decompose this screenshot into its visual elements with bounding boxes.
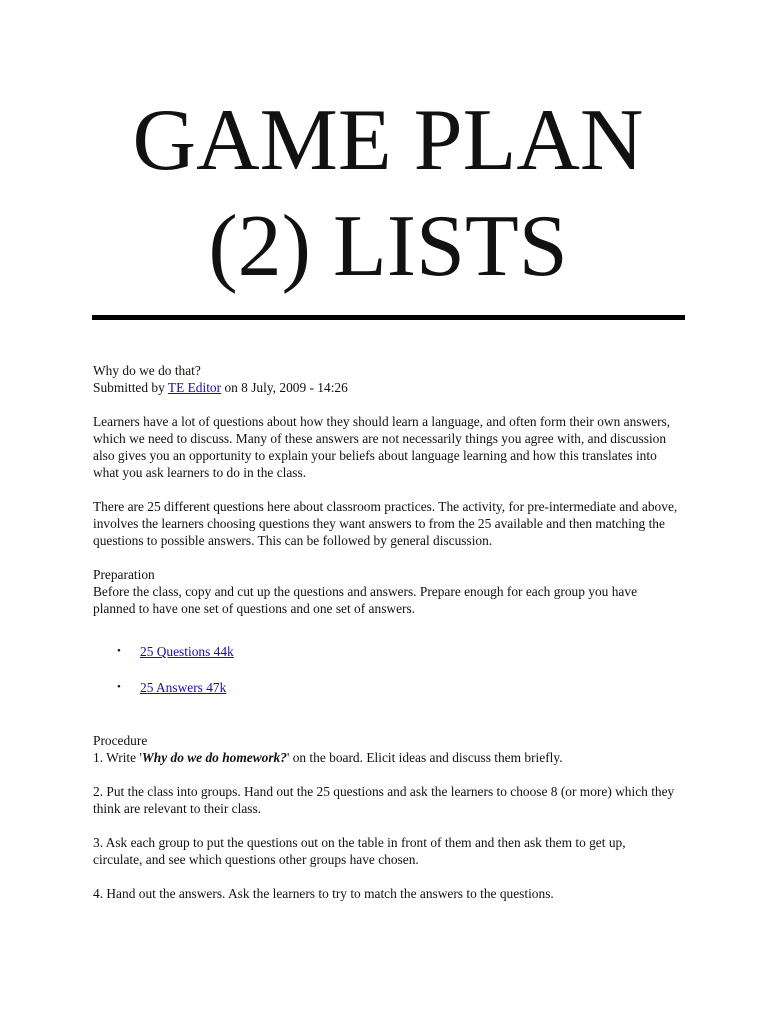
submitted-line xyxy=(93,379,678,396)
preparation-paragraph: Before the class, copy and cut up the questions and answers. Prepare enough for each group you have planned to have one set of questions and one set of answers. xyxy=(93,584,638,616)
answers-download-link[interactable]: 25 Answers 47k xyxy=(140,680,227,695)
article-body xyxy=(93,362,678,902)
procedure-heading: Procedure xyxy=(93,733,148,748)
list-item xyxy=(93,643,678,660)
intro-paragraph: Learners have a lot of questions about how they should learn a language, and often form their own answers, which we need to discuss. Many of these answers are not necessarily things you agree with, and discussion also gives you an opportunity to explain your beliefs about language learning and how this translates into what you ask learners to do in the class. xyxy=(93,414,671,480)
procedure-step-4: 4. Hand out the answers. Ask the learners to try to match the answers to the questions. xyxy=(93,886,554,901)
procedure-step-1 xyxy=(93,749,678,766)
preparation-heading: Preparation xyxy=(93,567,155,582)
title-line-2: (2) LISTS xyxy=(208,198,568,295)
questions-download-link[interactable]: 25 Questions 44k xyxy=(140,644,234,659)
title-divider xyxy=(92,315,685,320)
step1-prefix: 1. Write ' xyxy=(93,750,142,765)
bullet-icon: • xyxy=(117,645,121,657)
submitted-suffix: on 8 July, 2009 - 14:26 xyxy=(221,380,348,395)
download-list xyxy=(93,643,678,696)
article-heading: Why do we do that? xyxy=(93,363,201,378)
procedure-step-3: 3. Ask each group to put the questions out on the table in front of them and then ask them to get up, circulate, and see which questions other groups have chosen. xyxy=(93,835,626,867)
step1-emphasis: Why do we do homework? xyxy=(141,750,287,765)
overview-paragraph: There are 25 different questions here about classroom practices. The activity, for pre-intermediate and above, involves the learners choosing questions they want answers to from the 25 available and then matching the questions to possible answers. This can be followed by general discussion. xyxy=(93,499,678,548)
step1-suffix: ' on the board. Elicit ideas and discuss them briefly. xyxy=(286,750,563,765)
procedure-step-2: 2. Put the class into groups. Hand out the 25 questions and ask the learners to choose 8 (or more) which they think are relevant to their class. xyxy=(93,784,675,816)
title-line-1: GAME PLAN xyxy=(132,92,644,189)
author-link[interactable]: TE Editor xyxy=(167,380,222,395)
page-title xyxy=(92,88,684,300)
list-item xyxy=(93,679,678,696)
bullet-icon: • xyxy=(117,681,121,693)
submitted-prefix: Submitted by xyxy=(93,380,168,395)
